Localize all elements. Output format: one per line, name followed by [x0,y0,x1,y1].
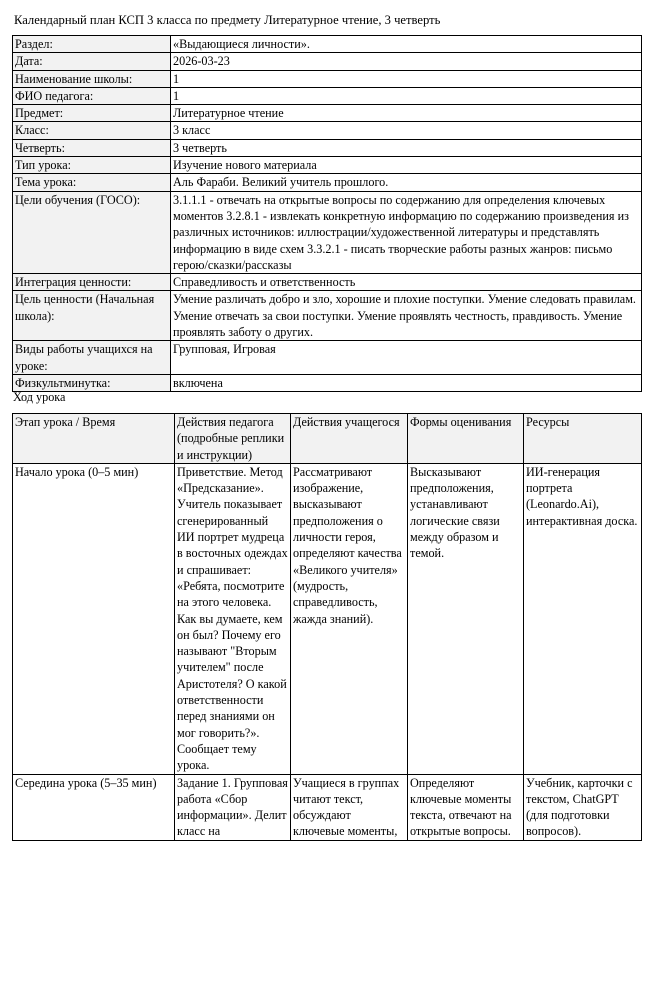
stage-row [13,774,642,840]
document-title: Календарный план КСП 3 класса по предмету Литературное чтение, 3 четверть [14,13,441,27]
stage-student-cell: Рассматривают изображение, высказывают предположения о личности героя, определяют качества «Великого учителя» (мудрость, справедливость, жажда знаний). [291,463,408,774]
column-header: Ресурсы [524,414,642,464]
info-label: Интеграция ценности: [13,274,171,291]
info-row [13,53,642,70]
info-value: 2026-03-23 [171,53,642,70]
section-heading: Ход урока [13,390,66,404]
info-label: Четверть: [13,139,171,156]
info-value: 1 [171,87,642,104]
info-row [13,87,642,104]
stage-stage-cell: Середина урока (5–35 мин) [13,774,175,840]
lesson-info-table [12,35,642,392]
info-row [13,291,642,341]
info-label: Тип урока: [13,157,171,174]
info-label: Цели обучения (ГОСО): [13,191,171,273]
stage-student-cell: Учащиеся в группах читают текст, обсуждают ключевые моменты, [291,774,408,840]
stage-resources-cell: ИИ-генерация портрета (Leonardo.Ai), интерактивная доска. [524,463,642,774]
info-label: Дата: [13,53,171,70]
info-label: Предмет: [13,105,171,122]
info-value: Групповая, Игровая [171,341,642,375]
info-label: Цель ценности (Начальная школа): [13,291,171,341]
info-value: 3 четверть [171,139,642,156]
info-row [13,374,642,391]
stage-stage-cell: Начало урока (0–5 мин) [13,463,175,774]
info-value: Изучение нового материала [171,157,642,174]
info-row [13,274,642,291]
info-value: «Выдающиеся личности». [171,36,642,53]
info-row [13,139,642,156]
lesson-stages-table [12,413,642,841]
stage-assessment-cell: Определяют ключевые моменты текста, отвечают на открытые вопросы. [408,774,524,840]
info-value: Литературное чтение [171,105,642,122]
info-value: включена [171,374,642,391]
stage-teacher-cell: Задание 1. Групповая работа «Сбор информации». Делит класс на [175,774,291,840]
column-header: Этап урока / Время [13,414,175,464]
info-label: Раздел: [13,36,171,53]
info-value: 3.1.1.1 - отвечать на открытые вопросы по содержанию для определения ключевых моментов 3.2.8.1 - извлекать конкретную информацию по содержанию произведения из различных источников: иллюстрации/художественной литературы и представлять информацию в виде схем 3.3.2.1 - писать творческие работы разных жанров: письмо герою/сказки/рассказы [171,191,642,273]
info-row [13,122,642,139]
info-label: Класс: [13,122,171,139]
column-header: Действия учащегося [291,414,408,464]
info-row [13,174,642,191]
stage-resources-cell: Учебник, карточки с текстом, ChatGPT (для подготовки вопросов). [524,774,642,840]
info-label: Виды работы учащихся на уроке: [13,341,171,375]
info-value: 1 [171,70,642,87]
info-label: ФИО педагога: [13,87,171,104]
stage-teacher-cell: Приветствие. Метод «Предсказание». Учитель показывает сгенерированный ИИ портрет мудреца в восточных одеждах и спрашивает: «Ребята, посмотрите на этого человека. Как вы думаете, кем он был? Почему его называют "Вторым учителем" после Аристотеля? О какой ответственности перед знаниями он мог говорить?». Сообщает тему урока. [175,463,291,774]
info-row [13,191,642,273]
info-row [13,36,642,53]
info-value: Умение различать добро и зло, хорошие и плохие поступки. Умение следовать правилам. Умение отвечать за свои поступки. Умение проявлять честность, правдивость. Умение проявлять заботу о других. [171,291,642,341]
info-row [13,70,642,87]
info-row [13,341,642,375]
stage-row [13,463,642,774]
info-row [13,157,642,174]
info-row [13,105,642,122]
info-label: Физкультминутка: [13,374,171,391]
stages-header-row [13,414,642,464]
info-label: Тема урока: [13,174,171,191]
column-header: Формы оценивания [408,414,524,464]
info-value: 3 класс [171,122,642,139]
info-label: Наименование школы: [13,70,171,87]
column-header: Действия педагога (подробные реплики и инструкции) [175,414,291,464]
stage-assessment-cell: Высказывают предположения, устанавливают логические связи между образом и темой. [408,463,524,774]
info-value: Справедливость и ответственность [171,274,642,291]
info-value: Аль Фараби. Великий учитель прошлого. [171,174,642,191]
